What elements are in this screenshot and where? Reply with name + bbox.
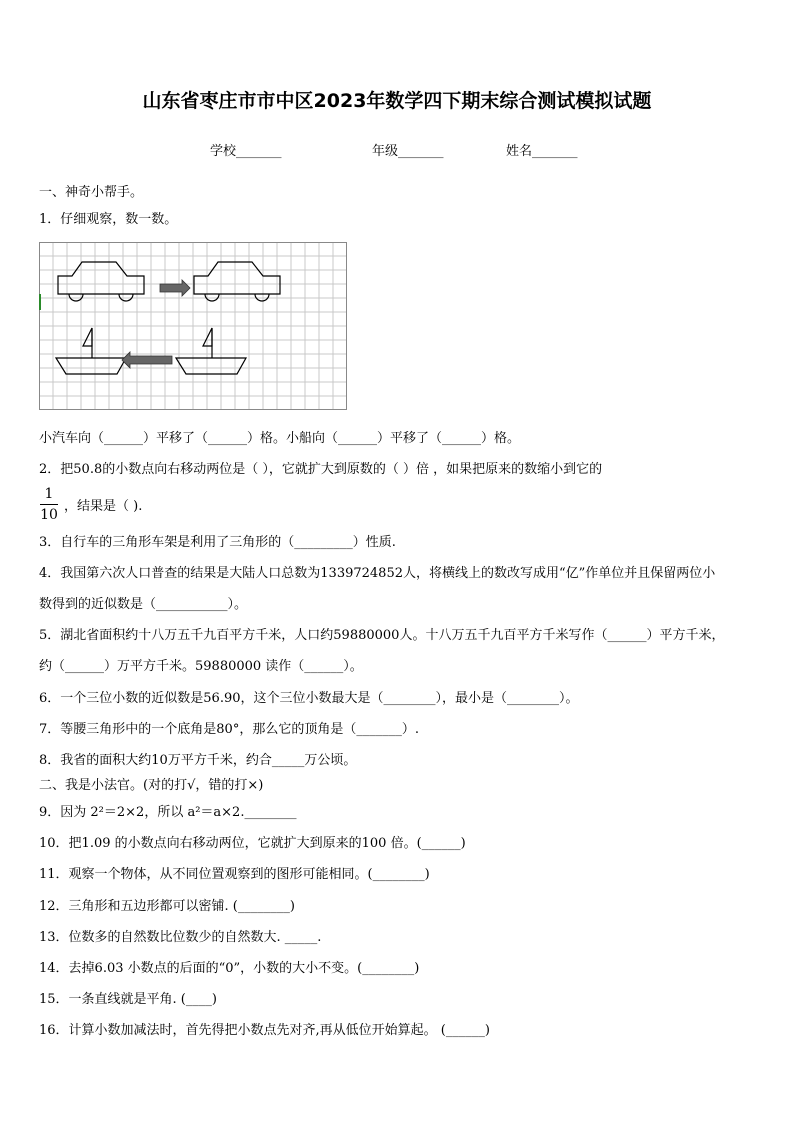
question-7: 7．等腰三角形中的一个底角是80°，那么它的顶角是（_______）. [39, 722, 419, 737]
section-2-heading: 二、我是小法官。(对的打√，错的打×) [39, 778, 264, 793]
question-8: 8．我省的面积大约10万平方千米，约合_____万公顷。 [39, 753, 357, 768]
question-1-answer: 小汽车向（______）平移了（______）格。小船向（______）平移了（______）格。 [39, 431, 521, 446]
question-15: 15．一条直线就是平角. (____) [39, 992, 217, 1007]
school-field: 学校_______ [210, 144, 282, 159]
question-9: 9．因为 2²＝2×2，所以 a²＝a×2.________ [39, 805, 297, 820]
section-1-heading: 一、神奇小帮手。 [39, 185, 144, 200]
grid-lines [39, 242, 347, 410]
fraction-denominator: 10 [40, 507, 58, 523]
question-10: 10．把1.09 的小数点向右移动两位，它就扩大到原来的100 倍。(______) [39, 836, 466, 851]
question-16: 16．计算小数加减法时，首先得把小数点先对齐,再从低位开始算起。 (______) [39, 1023, 490, 1038]
question-12: 12．三角形和五边形都可以密铺. (________) [39, 899, 295, 914]
question-1: 1．仔细观察，数一数。 [39, 212, 178, 227]
question-11: 11．观察一个物体，从不同位置观察到的图形可能相同。(________) [39, 867, 430, 882]
fraction-one-tenth [40, 485, 58, 524]
car-shape-left [58, 262, 144, 301]
question-13: 13．位数多的自然数比位数少的自然数大. _____. [39, 930, 322, 945]
fraction-bar [40, 504, 58, 505]
fraction-numerator: 1 [44, 486, 54, 502]
name-field: 姓名_______ [506, 144, 578, 159]
question-6: 6．一个三位小数的近似数是56.90，这个三位小数最大是（________），最小是（________）。 [39, 691, 579, 706]
question-4-line-2: 数得到的近似数是（___________）。 [39, 597, 248, 612]
page-title: 山东省枣庄市市中区2023年数学四下期末综合测试模拟试题 [142, 90, 652, 112]
question-5-line-1: 5．湖北省面积约十八万五千九百平方千米，人口约59880000人。十八万五千九百平方千米写作（______）平方千米， [39, 628, 725, 643]
grade-field: 年级_______ [372, 144, 444, 159]
question-14: 14．去掉6.03 小数点的后面的“0”，小数的大小不变。(________) [39, 961, 420, 976]
translation-grid-figure [39, 242, 347, 410]
question-2-part-b: ，结果是（ ). [64, 499, 143, 514]
question-3: 3．自行车的三角形车架是利用了三角形的（_________）性质. [39, 535, 396, 550]
question-4-line-1: 4．我国第六次人口普查的结果是大陆人口总数为1339724852人，将横线上的数改写成用“亿”作单位并且保留两位小 [39, 566, 716, 581]
question-5-line-2: 约（______）万平方千米。59880000 读作（______）。 [39, 659, 363, 674]
question-2-part-a: 2．把50.8的小数点向右移动两位是（ ），它就扩大到原数的（ ）倍 ，如果把原来的数缩小到它的 [39, 462, 603, 477]
